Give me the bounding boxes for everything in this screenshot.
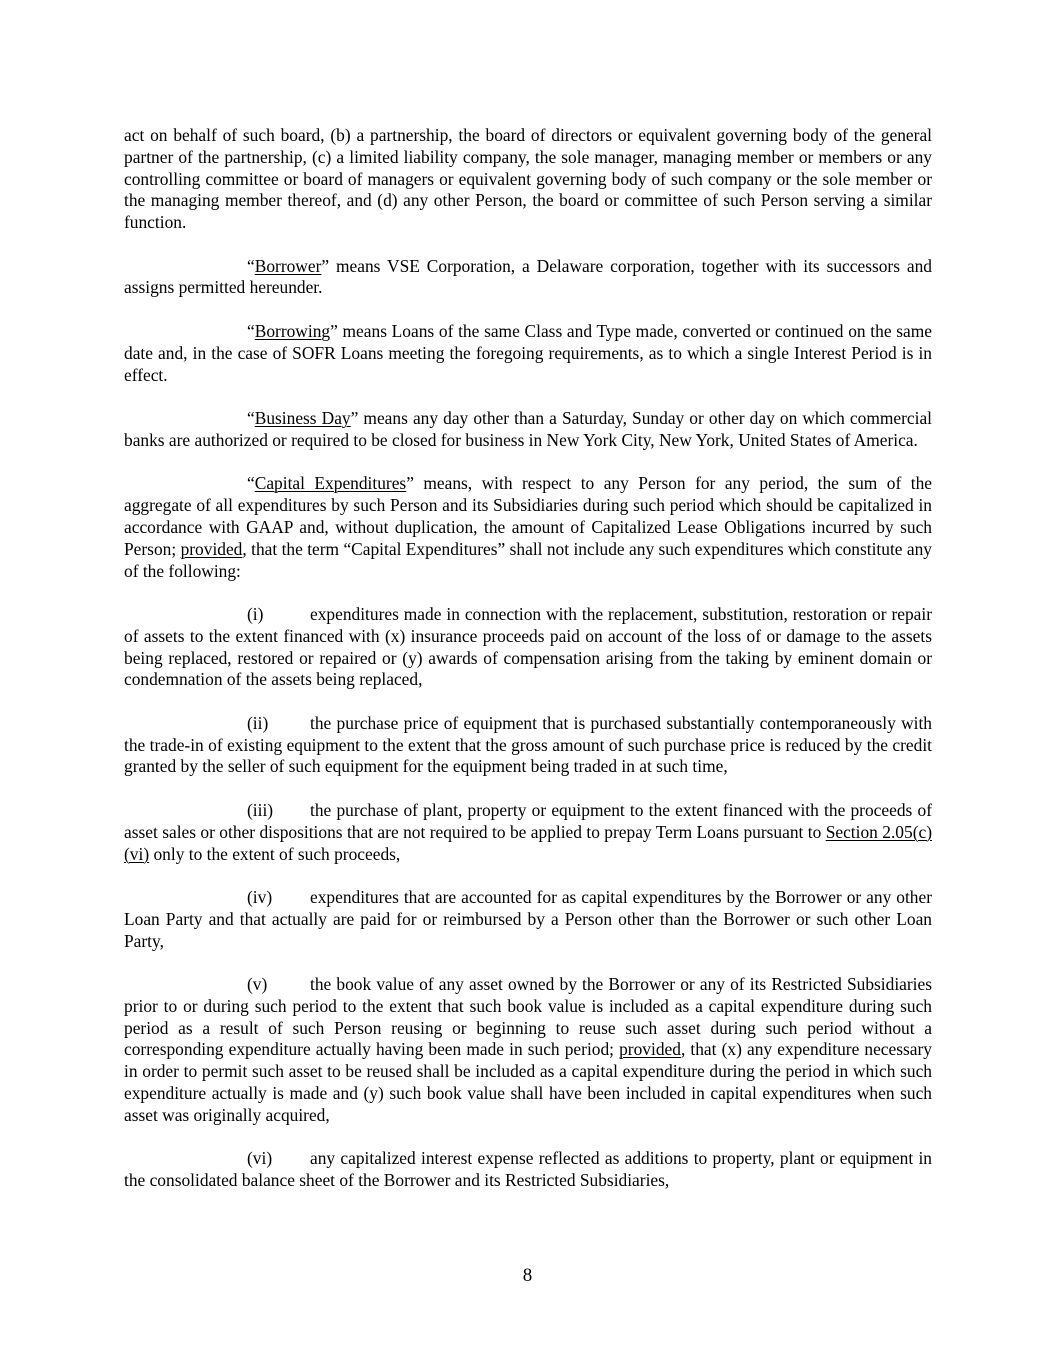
clause-number: (vi): [247, 1148, 273, 1169]
clause-number: (i): [247, 603, 264, 624]
definition-capital-expenditures: [124, 473, 932, 582]
clause-text: the book value of any asset owned by the Borrower or any of its Restricted Subsidiaries prior to or during such period to the extent that such book value is included as a capital expenditure during such period as a result of such Person reusing or beginning to reuse such asset during such period without a corresponding expenditure actually having been made in such period;: [124, 974, 932, 1060]
defined-term-borrower: Borrower: [254, 255, 322, 276]
definition-text-continued: , that the term “Capital Expenditures” shall not include any such expenditures which constitute any of the following:: [124, 538, 932, 581]
clause-text-continued: only to the extent of such proceeds,: [149, 843, 401, 864]
defined-term-borrowing: Borrowing: [254, 320, 331, 341]
definition-borrowing: [124, 321, 932, 386]
open-quote: “: [247, 320, 255, 341]
defined-term-business-day: Business Day: [254, 408, 351, 429]
clause-v: [124, 974, 932, 1127]
document-page: [124, 125, 932, 1214]
clause-number: (ii): [247, 712, 269, 733]
clause-ii: [124, 713, 932, 778]
clause-number: (iv): [247, 887, 273, 908]
clause-number: (iii): [247, 799, 274, 820]
clause-text: the purchase price of equipment that is purchased substantially contemporaneously with the trade-in of existing equipment to the extent that the gross amount of such purchase price is reduced by the credit granted by the seller of such equipment for the equipment being traded in at such time,: [124, 712, 932, 777]
definition-business-day: [124, 408, 932, 452]
paragraph-text: act on behalf of such board, (b) a partnership, the board of directors or equivalent governing body of the general partner of the partnership, (c) a limited liability company, the sole manager, managing member or members or any controlling committee or board of managers or equivalent governing body of such company or the sole member or the managing member thereof, and (d) any other Person, the board or committee of such Person serving a similar function.: [124, 125, 932, 233]
defined-term-capital-expenditures: Capital Expenditures: [254, 473, 407, 494]
open-quote: “: [247, 473, 255, 494]
definition-borrower: [124, 256, 932, 300]
paragraph-board-continuation: [124, 125, 932, 234]
definition-text: ” means any day other than a Saturday, Sunday or other day on which commercial banks are authorized or required to be closed for business in New York City, New York, United States of America.: [124, 408, 932, 450]
provided-term: provided: [619, 1039, 681, 1060]
clause-text: expenditures made in connection with the replacement, substitution, restoration or repair of assets to the extent financed with (x) insurance proceeds paid on account of the loss of or damage to the assets being replaced, restored or repaired or (y) awards of compensation arising from the taking by eminent domain or condemnation of the assets being replaced,: [124, 603, 932, 690]
open-quote: “: [247, 255, 255, 276]
clause-text: the purchase of plant, property or equipment to the extent financed with the proceeds of asset sales or other dispositions that are not required to be applied to prepay Term Loans pursuant to: [124, 799, 932, 842]
open-quote: “: [247, 408, 255, 429]
clause-number: (v): [247, 974, 268, 995]
provided-term: provided: [180, 538, 243, 559]
clause-i: [124, 604, 932, 691]
clause-text: expenditures that are accounted for as capital expenditures by the Borrower or any other Loan Party and that actually are paid for or reimbursed by a Person other than the Borrower or such other Loan Party,: [124, 887, 932, 951]
clause-text: any capitalized interest expense reflected as additions to property, plant or equipment in the consolidated balance sheet of the Borrower and its Restricted Subsidiaries,: [124, 1148, 932, 1191]
clause-text-continued: , that (x) any expenditure necessary in order to permit such asset to be reused shall be included as a capital expenditure during the period in which such expenditure actually is made and (y) such book value shall have been included in capital expenditures when such asset was originally acquired,: [124, 1039, 932, 1125]
section-reference: Section 2.05(c)(vi): [124, 821, 932, 864]
clause-iii: [124, 800, 932, 865]
clause-vi: [124, 1148, 932, 1192]
definition-text: ” means Loans of the same Class and Type made, converted or continued on the same date and, in the case of SOFR Loans meeting the foregoing requirements, as to which a single Interest Period is in effect.: [124, 320, 932, 385]
definition-text: ” means VSE Corporation, a Delaware corporation, together with its successors and assigns permitted hereunder.: [124, 255, 932, 298]
clause-iv: [124, 887, 932, 952]
definition-text: ” means, with respect to any Person for any period, the sum of the aggregate of all expenditures by such Person and its Subsidiaries during such period which should be capitalized in accordance with GAAP and, without duplication, the amount of Capitalized Lease Obligations incurred by such Person;: [124, 473, 932, 559]
page-number: 8: [522, 1265, 533, 1286]
